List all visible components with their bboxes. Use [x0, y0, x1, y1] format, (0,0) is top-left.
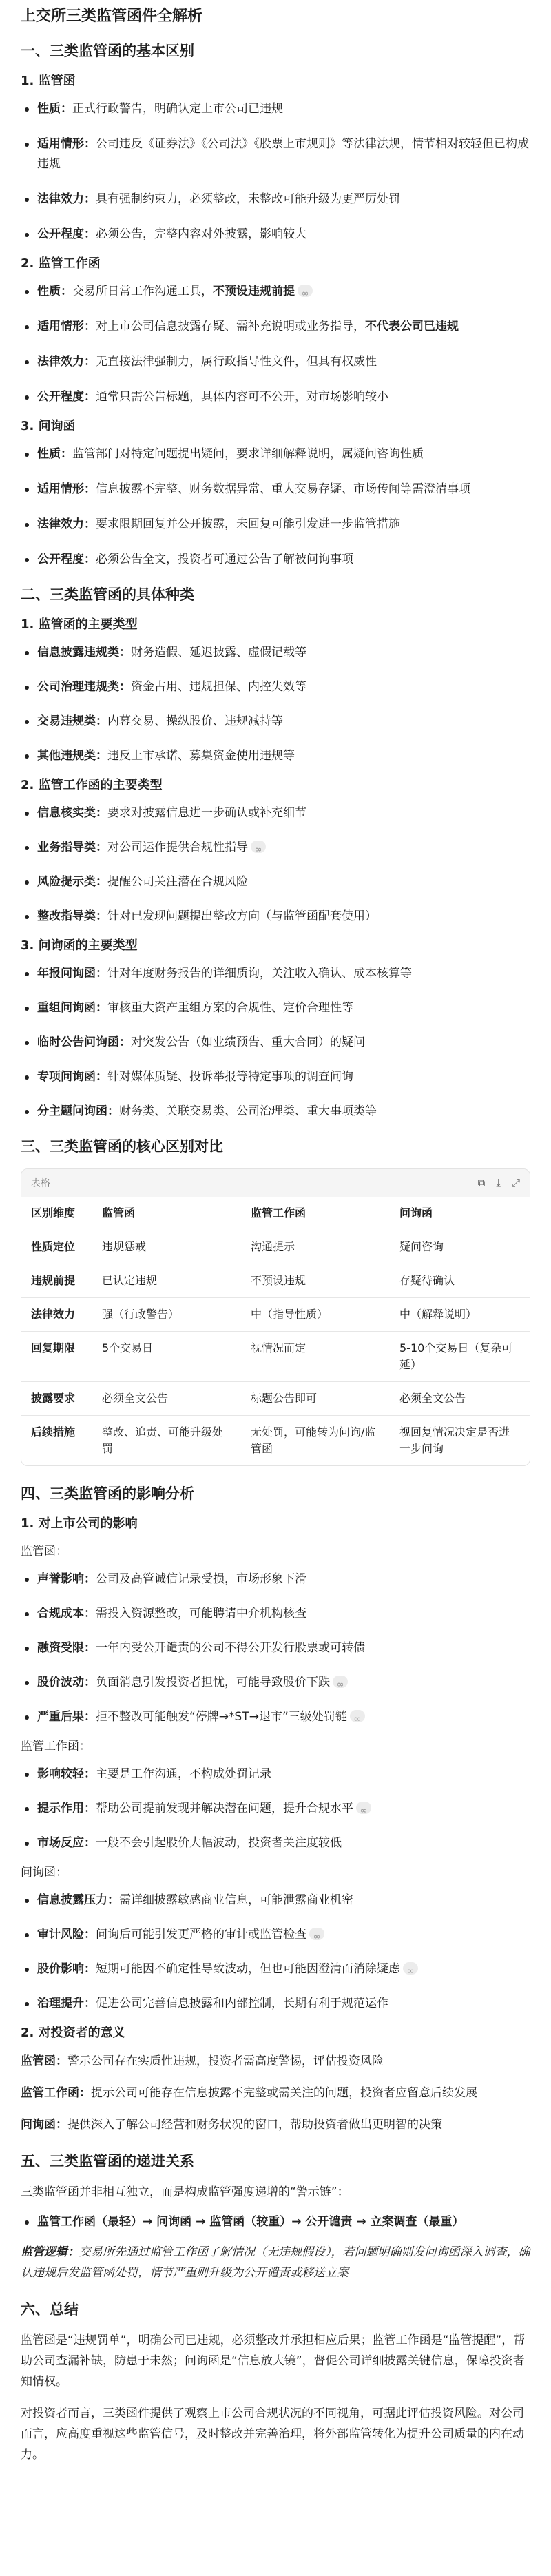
- table-cell: 无处罚，可能转为问询/监管函: [251, 1425, 376, 1455]
- list-item: 公司治理违规类：资金占用、违规担保、内控失效等: [21, 677, 530, 697]
- table-cell: 性质定位: [21, 1230, 92, 1264]
- list-item: 股价波动：负面消息引发投资者担忧，可能导致股价下跌∞: [21, 1673, 530, 1693]
- table-cell: 视情况而定: [241, 1332, 390, 1382]
- table-cell: 中（解释说明）: [390, 1298, 530, 1332]
- bullet-list: [21, 1764, 530, 1853]
- list-item: 专项问询函：针对媒体质疑、投诉举报等特定事项的调查问询: [21, 1067, 530, 1087]
- paragraph: 对投资者而言，三类函件提供了观察上市公司合规状况的不同视角，可据此评估投资风险。对公司而言，应高度重视这些监管信号，及时整改并完善治理，将外部监管转化为提升公司质量的内在动力。: [21, 2407, 524, 2462]
- table-cell: 强（行政警告）: [92, 1298, 241, 1332]
- table-cell: 5个交易日: [92, 1332, 241, 1382]
- table-cell: 存疑待确认: [390, 1264, 530, 1298]
- subsection-heading: 3. 问询函的主要类型: [21, 938, 138, 953]
- section-heading: 三、三类监管函的核心区别对比: [21, 1138, 223, 1155]
- table-cell: 违规前提: [21, 1264, 92, 1298]
- column-header: 问询函: [390, 1197, 530, 1230]
- subsection-heading: 2. 对投资者的意义: [21, 2026, 125, 2040]
- table-cell: 法律效力: [21, 1298, 92, 1332]
- list-item: 信息披露违规类：财务造假、延迟披露、虚假记载等: [21, 643, 530, 663]
- table-cell: 回复期限: [21, 1332, 92, 1382]
- table-row: [21, 1298, 530, 1332]
- section-heading: 六、总结: [21, 2301, 79, 2318]
- column-header: 监管函: [92, 1197, 241, 1230]
- table-cell: 疑问咨询: [390, 1230, 530, 1264]
- table-cell: 沟通提示: [241, 1230, 390, 1264]
- category-label: 问询函：: [21, 1866, 67, 1879]
- list-item: 业务指导类：对公司运作提供合规性指导∞: [21, 838, 530, 858]
- subsection-heading: 1. 监管函的主要类型: [21, 617, 138, 632]
- table-cell: 已认定违规: [92, 1264, 241, 1298]
- table: [21, 1197, 530, 1465]
- table-cell: 整改、追责、可能升级处罚: [102, 1425, 224, 1455]
- download-icon[interactable]: ⤓: [496, 1177, 501, 1189]
- subsection-heading: 1. 对上市公司的影响: [21, 1516, 138, 1531]
- list-item: 适用情形：信息披露不完整、财务数据异常、重大交易存疑、市场传闻等需澄清事项: [21, 480, 530, 499]
- table-header-row: [21, 1197, 530, 1230]
- table-cell: 5-10个交易日（复杂可延）: [390, 1332, 530, 1382]
- bullet-list: [21, 2212, 530, 2232]
- list-item: 重组问询函：审核重大资产重组方案的合规性、定价合理性等: [21, 998, 530, 1018]
- table-label: 表格: [31, 1178, 50, 1189]
- list-item: 性质：交易所日常工作沟通工具，不预设违规前提∞: [21, 282, 530, 302]
- list-item: 合规成本：需投入资源整改，可能聘请中介机构核查: [21, 1604, 530, 1624]
- link-icon[interactable]: [309, 1928, 324, 1940]
- list-item: 法律效力：具有强制约束力，必须整改，未整改可能升级为更严厉处罚: [21, 189, 530, 209]
- paragraph: 监管逻辑：交易所先通过监管工作函了解情况（无违规假设），若问题明确则发问询函深入调查，确认违规后发监管函处罚，情节严重则升级为公开谴责或移送立案: [21, 2245, 530, 2280]
- subsection-heading: 3. 问询函: [21, 419, 76, 433]
- subsection-heading: 2. 监管工作函: [21, 256, 101, 271]
- list-item: 影响较轻：主要是工作沟通，不构成处罚记录: [21, 1764, 530, 1784]
- list-item: 市场反应：一般不会引起股价大幅波动，投资者关注度较低: [21, 1833, 530, 1853]
- list-item: 监管工作函（最轻）→ 问询函 → 监管函（较重）→ 公开谴责 → 立案调查（最重）: [21, 2212, 530, 2232]
- paragraph: 三类监管函并非相互独立，而是构成监管强度递增的“警示链”：: [21, 2185, 349, 2199]
- page-title: 上交所三类监管函件全解析: [21, 8, 203, 25]
- section-heading: 一、三类监管函的基本区别: [21, 43, 194, 59]
- table-row: [21, 1382, 530, 1416]
- table-cell: 披露要求: [21, 1382, 92, 1416]
- section-heading: 五、三类监管函的递进关系: [21, 2153, 194, 2170]
- list-item: 风险提示类：提醒公司关注潜在合规风险: [21, 872, 530, 892]
- list-item: 提示作用：帮助公司提前发现并解决潜在问题，提升合规水平∞: [21, 1799, 530, 1819]
- table-cell: 不预设违规: [241, 1264, 390, 1298]
- list-item: 信息披露压力：需详细披露敏感商业信息，可能泄露商业机密: [21, 1890, 530, 1910]
- bullet-list: [21, 444, 530, 570]
- list-item: 法律效力：无直接法律强制力，属行政指导性文件，但具有权威性: [21, 352, 530, 372]
- list-item: 公开程度：必须公告，完整内容对外披露，影响较大: [21, 225, 530, 245]
- column-header: 监管工作函: [241, 1197, 390, 1230]
- bullet-list: [21, 1890, 530, 2014]
- list-item: 股价影响：短期可能因不确定性导致波动，但也可能因澄清而消除疑虑∞: [21, 1959, 530, 1979]
- section-heading: 二、三类监管函的具体种类: [21, 586, 194, 603]
- link-icon[interactable]: [356, 1802, 371, 1814]
- list-item: 临时公告问询函：对突发公告（如业绩预告、重大合同）的疑问: [21, 1033, 530, 1053]
- paragraph: 监管工作函：提示公司可能存在信息披露不完整或需关注的问题，投资者应留意后续发展: [21, 2086, 477, 2100]
- list-item: 其他违规类：违反上市承诺、募集资金使用违规等: [21, 746, 530, 766]
- link-icon[interactable]: [251, 841, 266, 853]
- table-cell: 违规惩戒: [92, 1230, 241, 1264]
- copy-icon[interactable]: ⧉: [477, 1177, 486, 1189]
- list-item: 分主题问询函：财务类、关联交易类、公司治理类、重大事项类等: [21, 1102, 530, 1122]
- list-item: 声誉影响：公司及高管诚信记录受损，市场形象下滑: [21, 1569, 530, 1589]
- table-cell: 必须全文公告: [390, 1382, 530, 1416]
- bullet-list: [21, 282, 530, 407]
- paragraph: 监管函是“违规罚单”，明确公司已违规，必须整改并承担相应后果；监管工作函是“监管提醒”，帮助公司查漏补缺，防患于未然；问询函是“信息放大镜”，督促公司详细披露关键信息，保障投资者知情权。: [21, 2333, 526, 2389]
- expand-icon[interactable]: ⤢: [511, 1177, 520, 1189]
- subsection-heading: 2. 监管工作函的主要类型: [21, 778, 163, 792]
- column-header: 区别维度: [21, 1197, 92, 1230]
- table-row: [21, 1416, 530, 1466]
- section-heading: 四、三类监管函的影响分析: [21, 1485, 194, 1502]
- list-item: 性质：正式行政警告，明确认定上市公司已违规: [21, 99, 530, 119]
- list-item: 适用情形：对上市公司信息披露存疑、需补充说明或业务指导，不代表公司已违规: [21, 317, 530, 337]
- list-item: 治理提升：促进公司完善信息披露和内部控制，长期有利于规范运作: [21, 1994, 530, 2014]
- bullet-list: [21, 803, 530, 927]
- list-item: 公开程度：通常只需公告标题，具体内容可不公开，对市场影响较小: [21, 387, 530, 407]
- list-item: 融资受限：一年内受公开谴责的公司不得公开发行股票或可转债: [21, 1638, 530, 1658]
- table-toolbar: [21, 1169, 530, 1197]
- table-cell: 标题公告即可: [241, 1382, 390, 1416]
- list-item: 严重后果：拒不整改可能触发“停牌→*ST→退市”三级处罚链∞: [21, 1707, 530, 1727]
- list-item: 公开程度：必须公告全文，投资者可通过公告了解被问询事项: [21, 550, 530, 570]
- link-icon[interactable]: [403, 1962, 418, 1975]
- bullet-list: [21, 643, 530, 766]
- list-item: 交易违规类：内幕交易、操纵股价、违规减持等: [21, 712, 530, 732]
- link-icon[interactable]: [298, 285, 313, 297]
- list-item: 性质：监管部门对特定问题提出疑问，要求详细解释说明，属疑问咨询性质: [21, 444, 530, 464]
- comparison-table: [21, 1168, 530, 1466]
- list-item: 审计风险：问询后可能引发更严格的审计或监管检查∞: [21, 1925, 530, 1945]
- list-item: 适用情形：公司违反《证券法》《公司法》《股票上市规则》等法律法规，情节相对较轻但已构成违规: [21, 134, 530, 174]
- paragraph: 问询函：提供深入了解公司经营和财务状况的窗口，帮助投资者做出更明智的决策: [21, 2118, 442, 2132]
- table-row: [21, 1332, 530, 1382]
- link-icon[interactable]: [350, 1710, 365, 1722]
- table-cell: 必须全文公告: [92, 1382, 241, 1416]
- link-icon[interactable]: [333, 1676, 348, 1688]
- bullet-list: [21, 1569, 530, 1727]
- subsection-heading: 1. 监管函: [21, 74, 76, 88]
- table-row: [21, 1230, 530, 1264]
- list-item: 法律效力：要求限期回复并公开披露，未回复可能引发进一步监管措施: [21, 515, 530, 535]
- category-label: 监管工作函：: [21, 1740, 91, 1753]
- list-item: 年报问询函：针对年度财务报告的详细质询，关注收入确认、成本核算等: [21, 964, 530, 984]
- table-cell: 视回复情况决定是否进一步问询: [399, 1425, 510, 1455]
- bullet-list: [21, 964, 530, 1122]
- category-label: 监管函：: [21, 1545, 67, 1558]
- table-cell: 后续措施: [31, 1425, 76, 1439]
- paragraph: 监管函：警示公司存在实质性违规，投资者需高度警惕，评估投资风险: [21, 2054, 384, 2068]
- bullet-list: [21, 99, 530, 245]
- table-cell: 中（指导性质）: [241, 1298, 390, 1332]
- list-item: 整改指导类：针对已发现问题提出整改方向（与监管函配套使用）: [21, 907, 530, 927]
- table-row: [21, 1264, 530, 1298]
- list-item: 信息核实类：要求对披露信息进一步确认或补充细节: [21, 803, 530, 823]
